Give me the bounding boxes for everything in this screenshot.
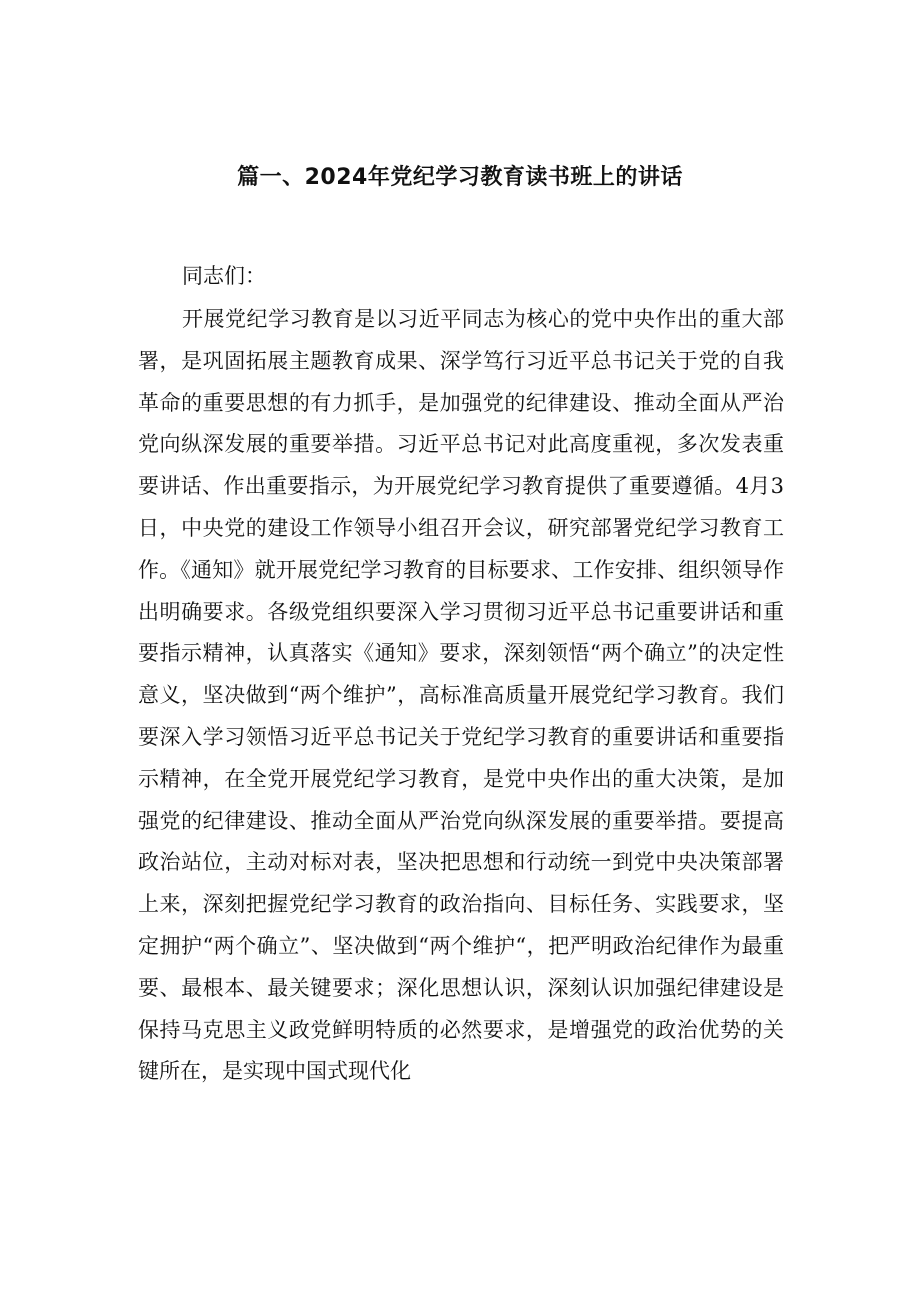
body-paragraph: 开展党纪学习教育是以习近平同志为核心的党中央作出的重大部署，是巩固拓展主题教育成果、深学笃行习近平总书记关于党的自我革命的重要思想的有力抓手，是加强党的纪律建设、推动全面从严治党向纵深发展的重要举措。习近平总书记对此高度重视，多次发表重要讲话、作出重要指示，为开展党纪学习教育提供了重要遵循。4月3日，中央党的建设工作领导小组召开会议，研究部署党纪学习教育工作。《通知》就开展党纪学习教育的目标要求、工作安排、组织领导作出明确要求。各级党组织要深入学习贯彻习近平总书记重要讲话和重要指示精神，认真落实《通知》要求，深刻领悟“两个确立”的决定性意义，坚决做到“两个维护”，高标准高质量开展党纪学习教育。我们要深入学习领悟习近平总书记关于党纪学习教育的重要讲话和重要指示精神，在全党开展党纪学习教育，是党中央作出的重大决策，是加强党的纪律建设、推动全面从严治党向纵深发展的重要举措。要提高政治站位，主动对标对表，坚决把思想和行动统一到党中央决策部署上来，深刻把握党纪学习教育的政治指向、目标任务、实践要求，坚定拥护“两个确立”、坚决做到“两个维护“，把严明政治纪律作为最重要、最根本、最关键要求；深化思想认识，深刻认识加强纪律建设是保持马克思主义政党鲜明特质的必然要求，是增强党的政治优势的关键所在，是实现中国式现代化 (138, 307, 784, 1084)
salutation: 同志们： (182, 264, 266, 288)
document-title: 篇一、2024年党纪学习教育读书班上的讲话 (237, 165, 683, 190)
